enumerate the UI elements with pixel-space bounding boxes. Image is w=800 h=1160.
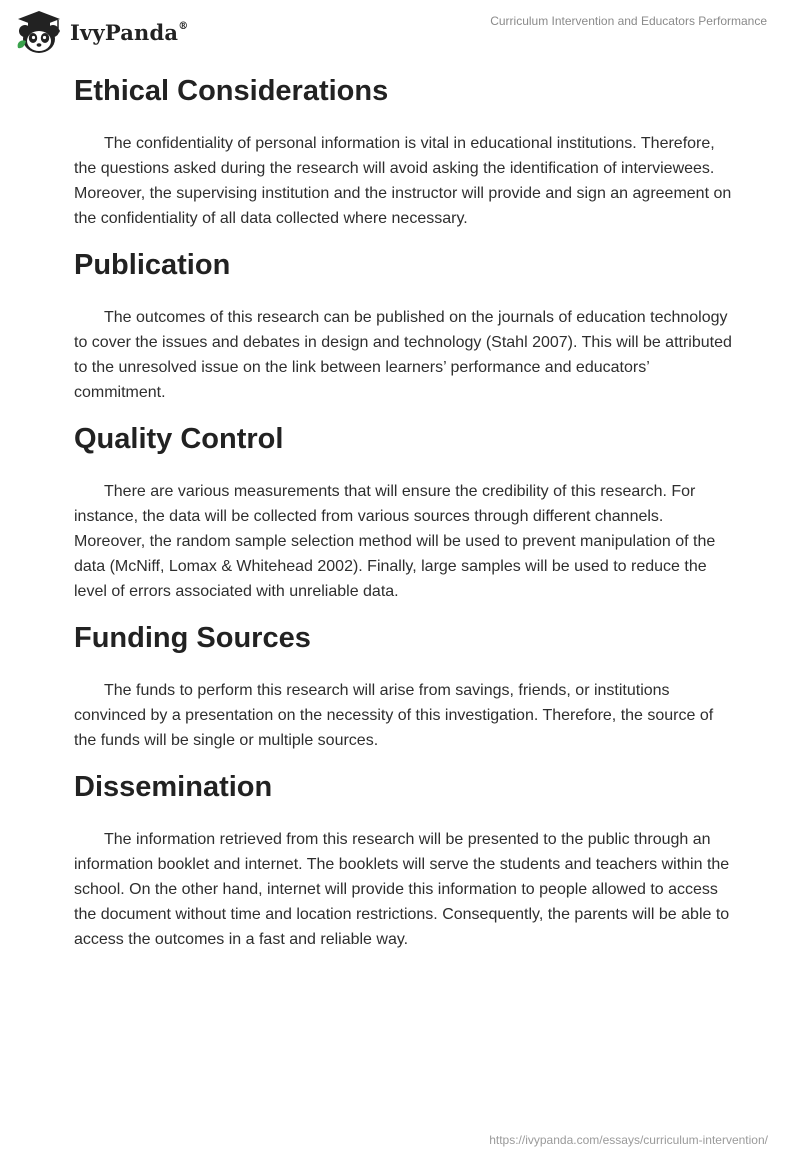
brand-name: [70, 20, 188, 45]
document-title: Curriculum Intervention and Educators Performance: [490, 14, 767, 28]
source-url[interactable]: https://ivypanda.com/essays/curriculum-intervention/: [489, 1133, 768, 1147]
section-heading: Quality Control: [74, 423, 284, 455]
essay-content: [74, 72, 734, 967]
section-publication: [74, 246, 734, 405]
section-heading: Publication: [74, 249, 231, 281]
section-heading: Funding Sources: [74, 622, 311, 654]
section-heading: Dissemination: [74, 771, 273, 803]
section-paragraph: The confidentiality of personal information is vital in educational institutions. Therefore, the questions asked during the research will avoid asking the identification of interviewees. Moreover, the supervising institution and the instructor will provide and sign an agreement on the confidentiality of all data collected where necessary.: [74, 135, 732, 227]
panda-graduate-icon: [14, 8, 64, 56]
brand-logo[interactable]: [14, 8, 188, 56]
section-paragraph: The funds to perform this research will arise from savings, friends, or institutions convinced by a presentation on the necessity of this investigation. Therefore, the source of the funds will be single or multiple sources.: [74, 682, 714, 749]
section-paragraph: The outcomes of this research can be published on the journals of education technology to cover the issues and debates in design and technology (Stahl 2007). This will be attributed to the unresolved issue on the link between learners’ performance and educators’ commitment.: [74, 309, 732, 401]
brand-name-text: IvyPanda: [70, 19, 179, 45]
section-quality-control: [74, 420, 734, 604]
registered-mark: ®: [178, 20, 189, 32]
section-paragraph: The information retrieved from this research will be presented to the public through an information booklet and internet. The booklets will serve the students and teachers within the school. On the other hand, internet will provide this information to people allowed to access the document without time and location restrictions. Consequently, the parents will be able to access the outcomes in a fast and reliable way.: [74, 831, 730, 948]
page-header: [0, 0, 800, 60]
section-heading: Ethical Considerations: [74, 75, 389, 107]
section-paragraph: There are various measurements that will ensure the credibility of this research. For instance, the data will be collected from various sources through different channels. Moreover, the random sample selection method will be used to prevent manipulation of the data (McNiff, Lomax & Whitehead 2002). Finally, large samples will be used to reduce the level of errors associated with unreliable data.: [74, 483, 716, 600]
section-dissemination: [74, 768, 734, 952]
section-ethical-considerations: [74, 72, 734, 231]
section-funding-sources: [74, 619, 734, 753]
